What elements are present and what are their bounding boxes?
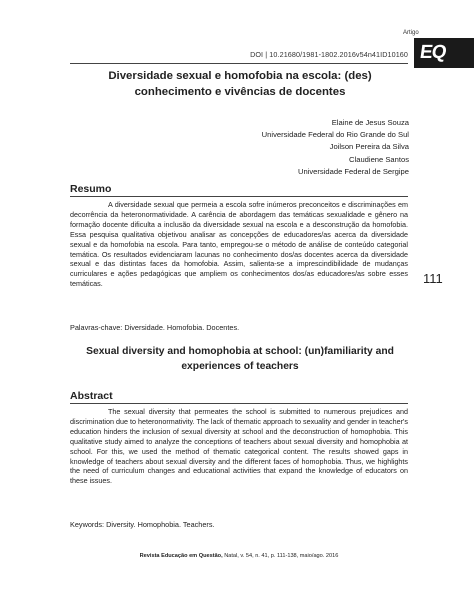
affiliation-line: Universidade Federal de Sergipe: [297, 166, 409, 176]
affiliation-line: Universidade Federal do Rio Grande do Sul: [261, 130, 409, 140]
resumo-heading: Resumo: [70, 183, 112, 195]
abstract-text: The sexual diversity that permeates the school is submitted to numerous prejudices and discrimination due to heteronormativity. The lack of thematic approach to sexuality and gender in teacher's education hinders the inclusion of sexual diversity at school and the deconstruction of homophobia. This qualitative study aimed to analyze the conceptions of teachers about sexual diversity and homophobia at school. For this, we used the method of thematic categorical content. The results showed gaps in knowledge of teachers about sexual diversity and the different faces of homophobia. Thus, we highlights the need of curriculum changes and educational activities that expand the knowledge of educators on these issues.: [70, 407, 408, 486]
resumo-rule: [70, 196, 408, 197]
abstract-heading: Abstract: [70, 390, 113, 402]
doi-line: DOI | 10.21680/1981-1802.2016v54n41ID10160: [250, 50, 408, 59]
author-line: Elaine de Jesus Souza: [331, 118, 409, 127]
journal-logo: EQ: [414, 38, 474, 68]
resumo-text: A diversidade sexual que permeia a escola sofre inúmeros preconceitos e discriminações em decorrência da heteronormatividade. A carência de abordagem das temáticas sexualidade e gênero na formação docente dificulta a inclusão da diversidade sexual na escola e a desconstrução da homofobia. Essa pesquisa qualitativa objetivou analisar as concepções de educadores/as acerca da diversidade sexual e da homofobia na escola. Para tanto, empregou-se o método de análise de conteúdo categorial temática. Os resultados evidenciaram lacunas no conhecimento dos/as docentes acerca da diversidade sexual e das distintas faces da homofobia. Assim, salienta-se a imprescindibilidade de mudanças curriculares e ações pedagógicas que ampliem os conhecimentos dos/as educadores/as sobre esses temáticas.: [70, 200, 408, 289]
header-rule: [70, 63, 408, 64]
article-title: Diversidade sexual e homofobia na escola: (des) conhecimento e vivências de docentes: [108, 70, 372, 98]
keywords: Keywords: Diversity. Homophobia. Teachers.: [70, 520, 215, 529]
abstract-rule: [70, 403, 408, 404]
english-title: Sexual diversity and homophobia at school: (un)familiarity and experiences of teachers: [86, 346, 394, 372]
author-block: [190, 117, 409, 178]
author-line: Claudiene Santos: [349, 154, 409, 164]
palavras-chave: Palavras-chave: Diversidade. Homofobia. Docentes.: [70, 323, 240, 332]
section-label: Artigo: [403, 30, 419, 36]
page-number: 111: [423, 271, 443, 286]
author-line: Joilson Pereira da Silva: [329, 142, 409, 152]
footer-citation: Revista Educação em Questão, Natal, v. 54, n. 41, p. 111-138, maio/ago. 2016: [139, 553, 339, 559]
